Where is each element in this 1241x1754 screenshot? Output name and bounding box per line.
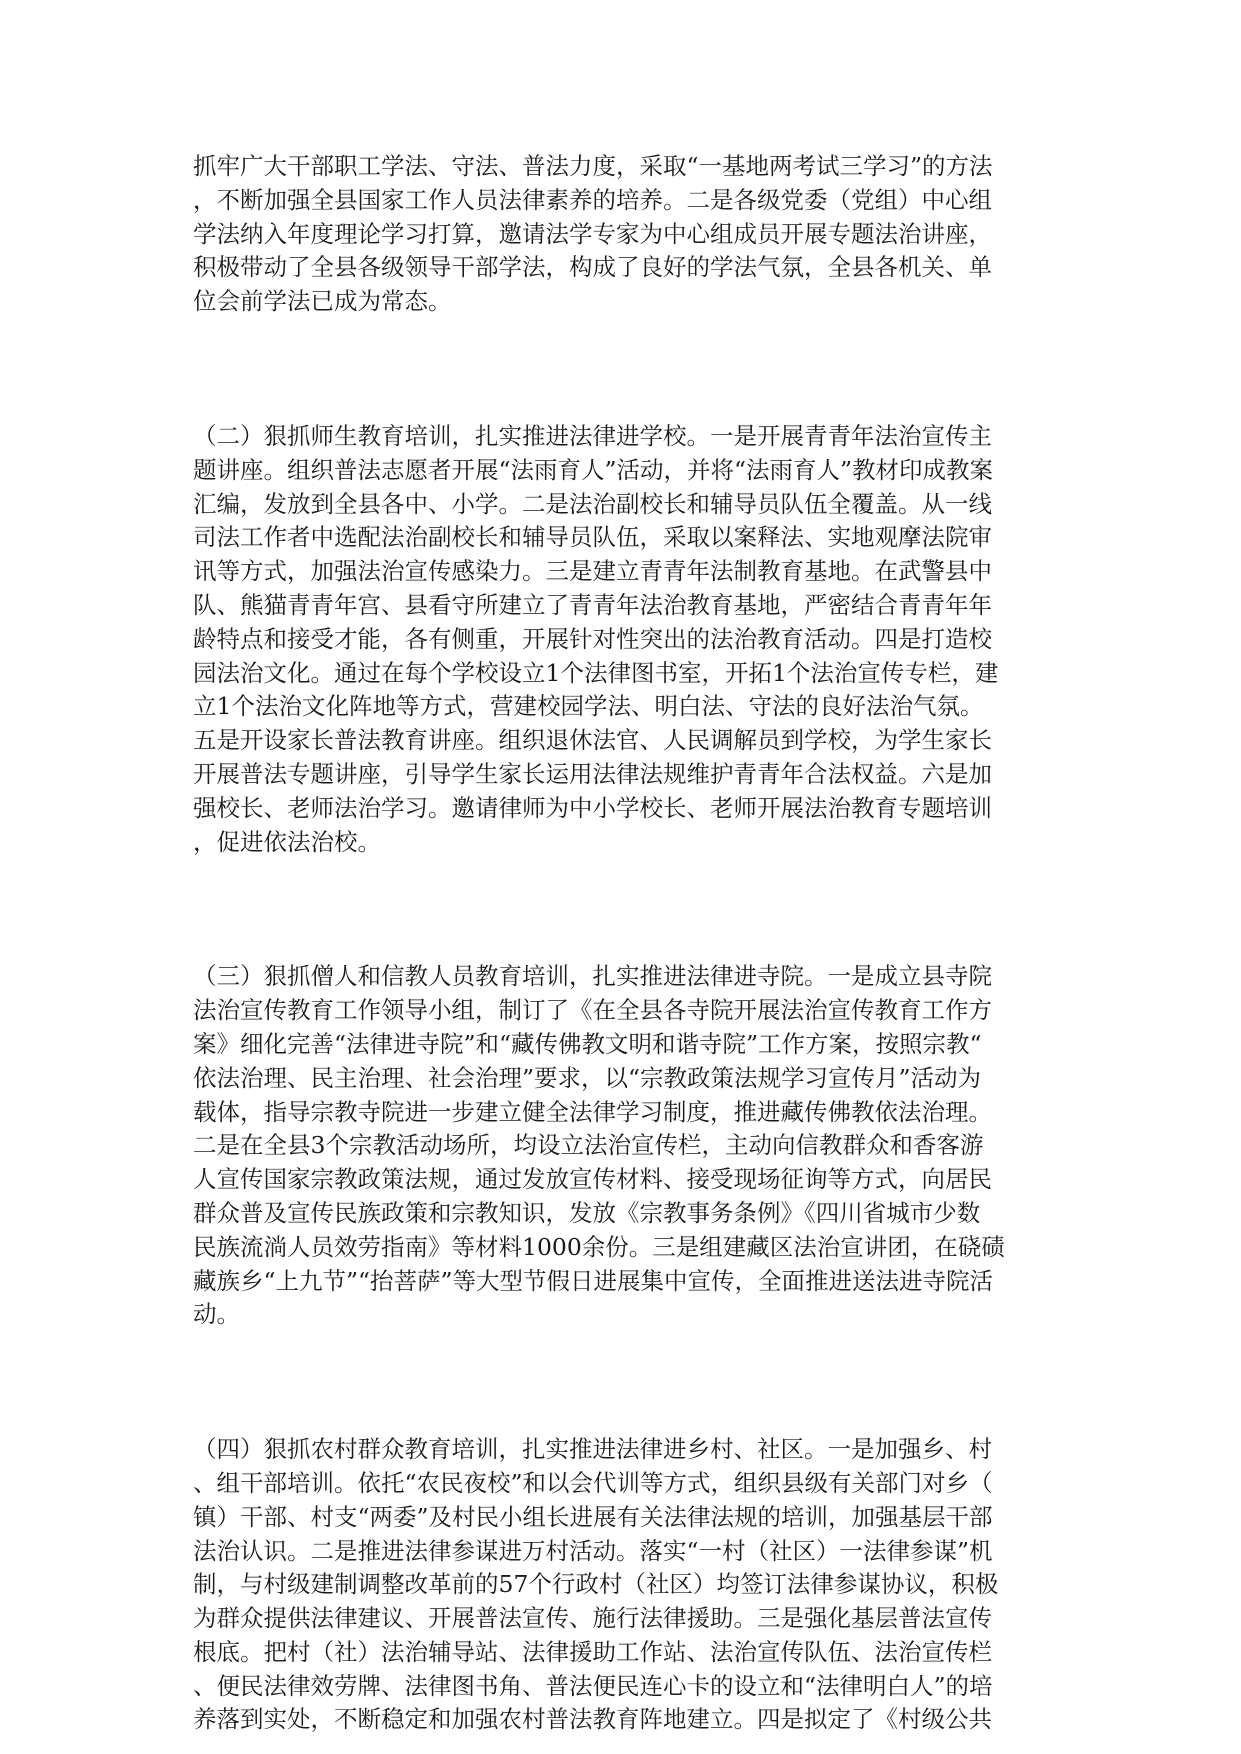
paragraph-2: （二）狠抓师生教育培训，扎实推进法律进学校。一是开展青青年法治宣传主 题讲座。组织普法志愿者开展“法雨育人”活动，并将“法雨育人”教材印成教案 汇编，发放到全县各中、小学。二是法治副校长和辅导员队伍全覆盖。从一线 司法工作者中选配法治副校长和辅导员队伍，采取以案释法、实地观摩法院审 讯等方式，加强法治宣传感染力。三是建立青青年法制教育基地。在武警县中 队、熊猫青青年宫、县看守所建立了青青年法治教育基地，严密结合青青年年 龄特点和接受才能，各有侧重，开展针对性突出的法治教育活动。四是打造校 园法治文化。通过在每个学校设立1个法律图书室，开拓1个法治宣传专栏，建 立1个法治文化阵地等方式，营建校园学法、明白法、守法的良好法治气氛。 五是开设家长普法教育讲座。组织退休法官、人民调解员到学校，为学生家长 开展普法专题讲座，引导学生家长运用法律法规维护青青年合法权益。六是加 强校长、老师法治学习。邀请律师为中小学校长、老师开展法治教育专题培训 ，促进依法治校。 xyxy=(193,421,999,856)
paragraph-4: （四）狠抓农村群众教育培训，扎实推进法律进乡村、社区。一是加强乡、村 、组干部培训。依托“农民夜校”和以会代训等方式，组织县级有关部门对乡（ 镇）干部、村支“两委”及村民小组长进展有关法律法规的培训，加强基层干部 法治认识。二是推进法律参谋进万村活动。落实“一村（社区）一法律参谋”机 制，与村级建制调整改革前的57个行政村（社区）均签订法律参谋协议，积极 为群众提供法律建议、开展普法宣传、施行法律援助。三是强化基层普法宣传 根底。把村（社）法治辅导站、法律援助工作站、法治宣传队伍、法治宣传栏 、便民法律效劳牌、法律图书角、普法便民连心卡的设立和“法律明白人”的培 养落到实处，不断稳定和加强农村普法教育阵地建立。四是拟定了《村级公共 xyxy=(193,1435,999,1734)
paragraph-1: 抓牢广大干部职工学法、守法、普法力度，采取“一基地两考试三学习”的方法 ，不断加强全县国家工作人员法律素养的培养。二是各级党委（党组）中心组 学法纳入年度理论学习打算，邀请法学专家为中心组成员开展专题法治讲座， 积极带动了全县各级领导干部学法，构成了良好的学法气氛，全县各机关、单 位会前学法已成为常态。 xyxy=(193,152,993,316)
document-page xyxy=(193,150,1048,1737)
paragraph-3: （三）狠抓僧人和信教人员教育培训，扎实推进法律进寺院。一是成立县寺院 法治宣传教育工作领导小组，制订了《在全县各寺院开展法治宣传教育工作方 案》细化完善“法律进寺院”和“藏传佛教文明和谐寺院”工作方案，按照宗教“ 依法治理、民主治理、社会治理”要求，以“宗教政策法规学习宣传月”活动为 载体，指导宗教寺院进一步建立健全法律学习制度，推进藏传佛教依法治理。 二是在全县3个宗教活动场所，均设立法治宣传栏，主动向信教群众和香客游 人宣传国家宗教政策法规，通过发放宣传材料、接受现场征询等方式，向居民 群众普及宣传民族政策和宗教知识，发放《宗教事务条例》《四川省城市少数 民族流淌人员效劳指南》等材料1000余份。三是组建藏区法治宣讲团，在硗碛 藏族乡“上九节”“抬菩萨”等大型节假日进展集中宣传，全面推进送法进寺院活 动。 xyxy=(193,962,1005,1329)
